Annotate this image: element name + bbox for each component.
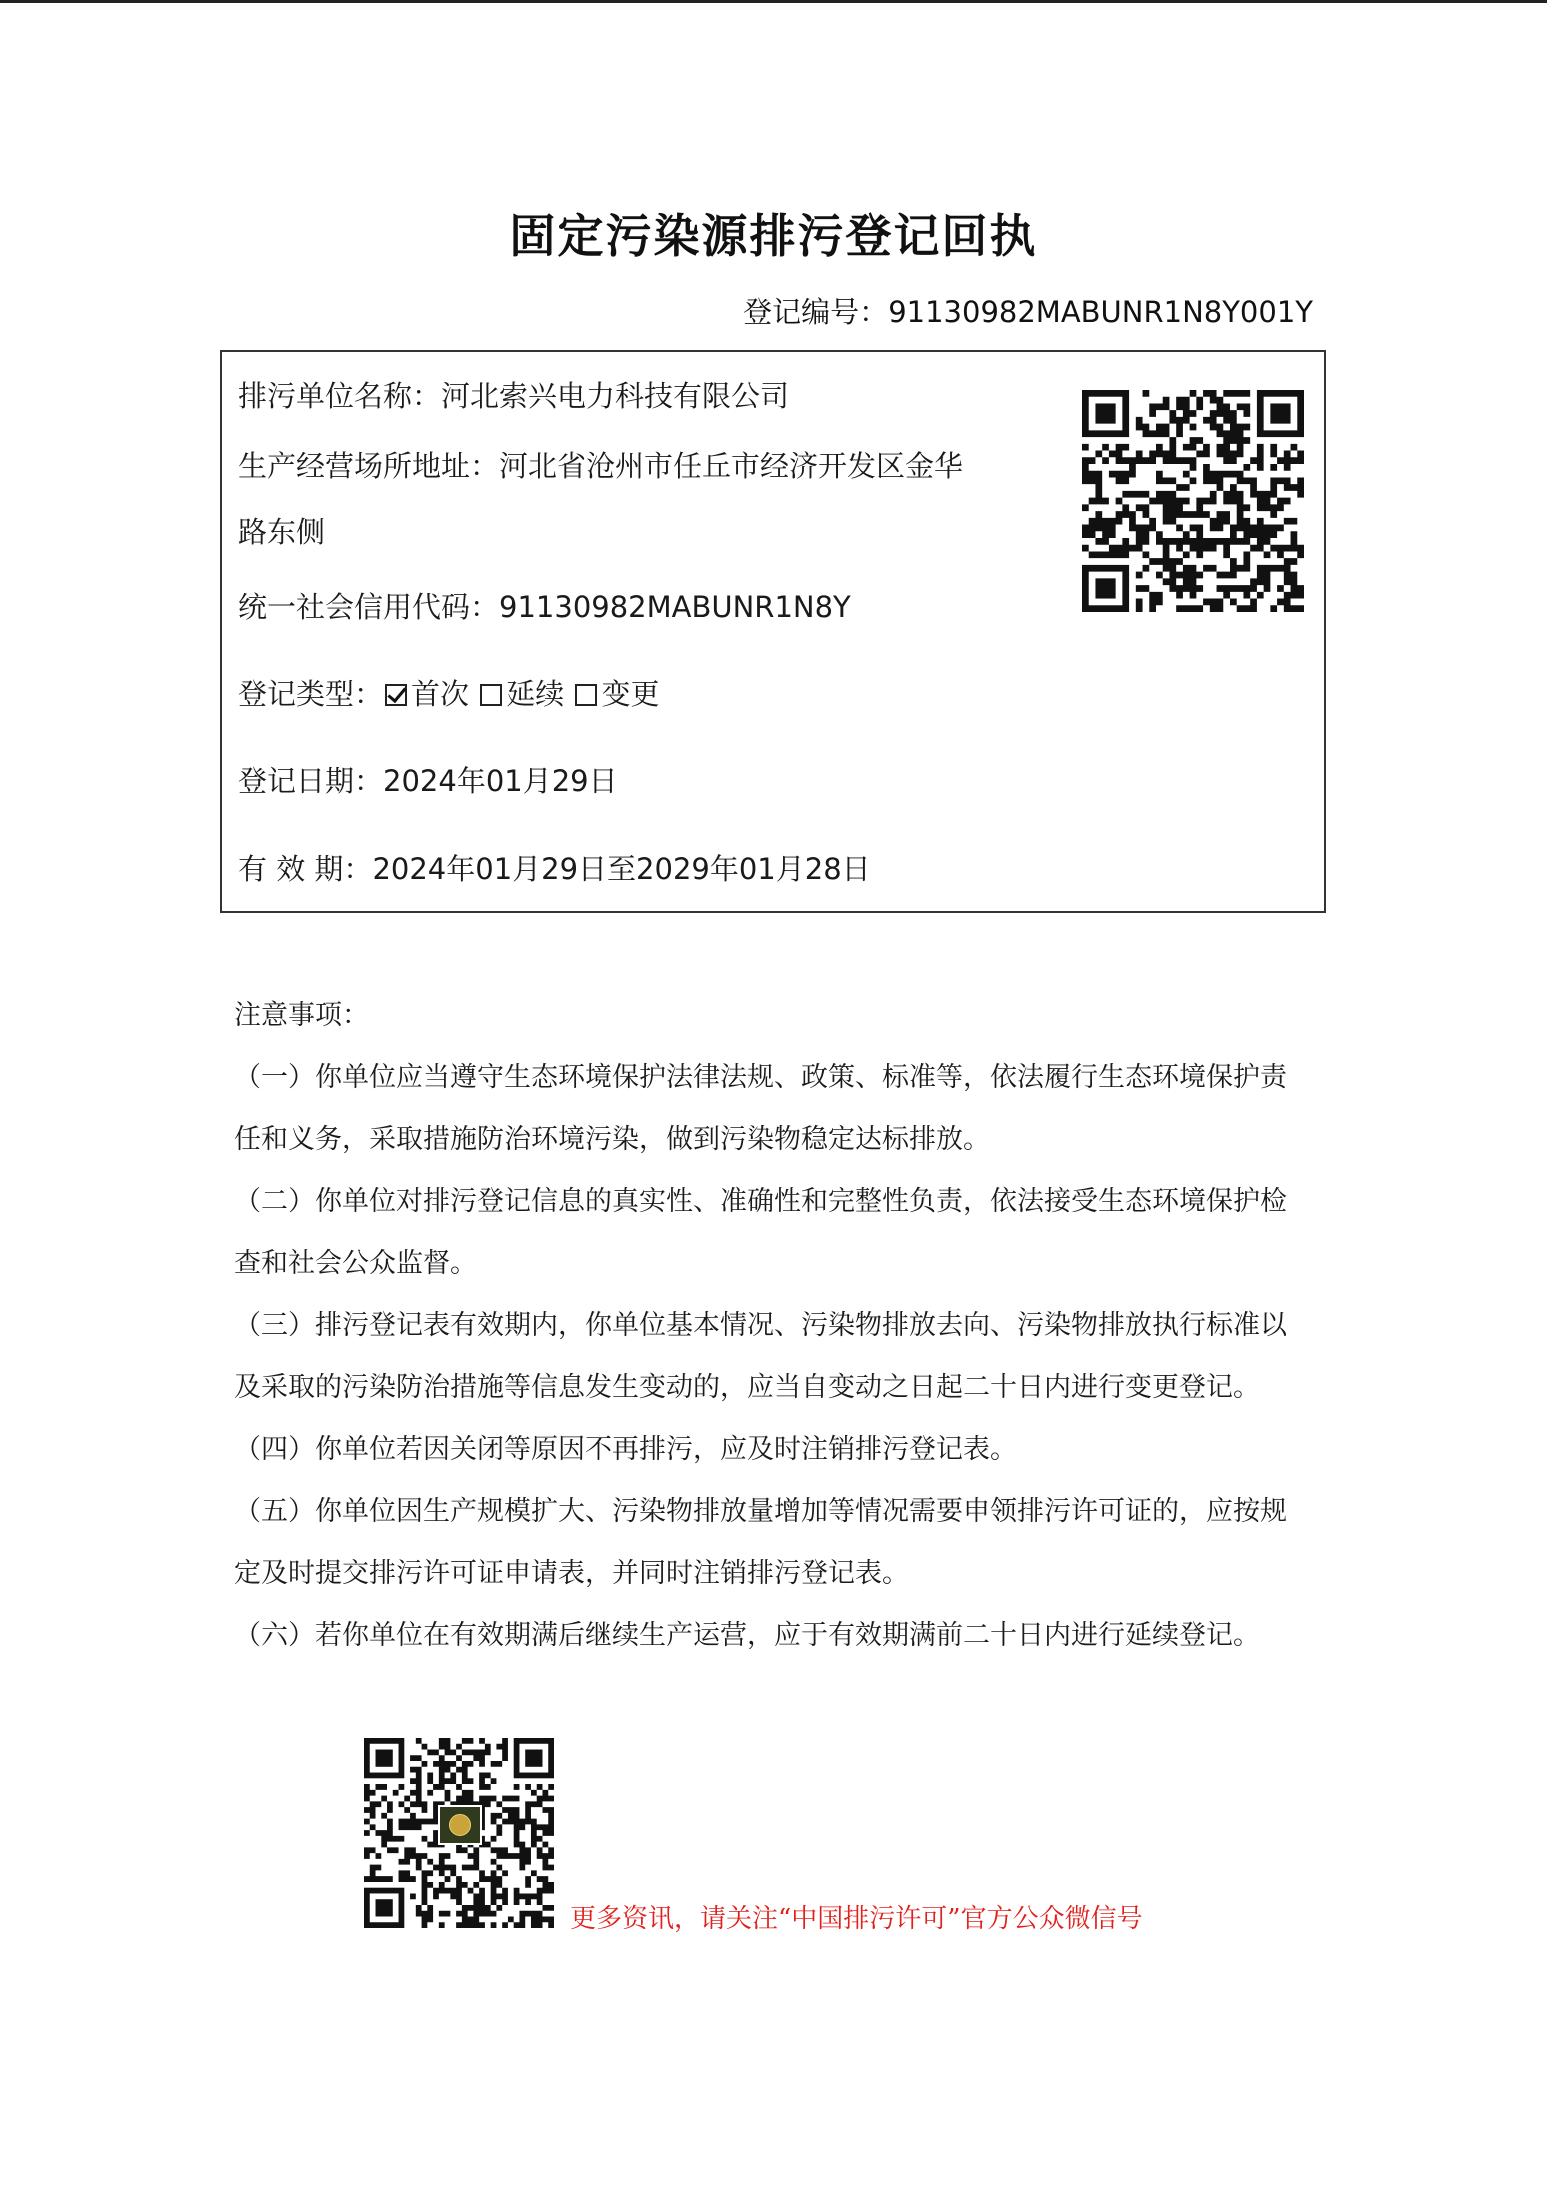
note-line: 及采取的污染防治措施等信息发生变动的，应当自变动之日起二十日内进行变更登记。 [234, 1372, 1260, 1403]
reg-date-label: 登记日期： [238, 764, 384, 798]
checkbox-renew-icon [480, 684, 502, 706]
reg-type-row [238, 672, 660, 716]
credit-code-label: 统一社会信用代码： [238, 590, 500, 624]
checkbox-first-checked-icon [385, 684, 407, 706]
validity-value: 2024年01月29日至2029年01月28日 [372, 852, 871, 886]
top-rule [0, 0, 1547, 3]
validity-row [238, 847, 871, 891]
page-title: 固定污染源排污登记回执 [509, 209, 1038, 263]
address-label: 生产经营场所地址： [238, 449, 500, 483]
validity-label: 有 效 期： [238, 852, 373, 886]
reg-date-value: 2024年01月29日 [383, 764, 618, 798]
note-line: （一）你单位应当遵守生态环境保护法律法规、政策、标准等，依法履行生态环境保护责 [234, 1062, 1287, 1093]
note-line: （四）你单位若因关闭等原因不再排污，应及时注销排污登记表。 [234, 1434, 1017, 1465]
note-line: 定及时提交排污许可证申请表，并同时注销排污登记表。 [234, 1558, 909, 1589]
unit-name-label: 排污单位名称： [238, 379, 442, 413]
note-line: （六）若你单位在有效期满后继续生产运营，应于有效期满前二十日内进行延续登记。 [234, 1620, 1260, 1651]
qr-code-icon [1082, 390, 1304, 612]
checkbox-change-icon [575, 684, 597, 706]
reg-type-label: 登记类型： [238, 677, 384, 711]
credit-code-row [238, 585, 851, 629]
reg-type-option-first: 首次 [411, 677, 470, 711]
address-value-line2: 路东侧 [238, 515, 326, 549]
registration-number-value: 91130982MABUNR1N8Y001Y [888, 295, 1313, 329]
address-row-continued [238, 510, 325, 554]
registration-number [743, 290, 1313, 331]
note-line: （三）排污登记表有效期内，你单位基本情况、污染物排放去向、污染物排放执行标准以 [234, 1310, 1287, 1341]
note-line: （五）你单位因生产规模扩大、污染物排放量增加等情况需要申领排污许可证的，应按规 [234, 1496, 1287, 1527]
unit-name-value: 河北索兴电力科技有限公司 [441, 379, 790, 413]
address-row [238, 444, 963, 488]
unit-name-row [238, 374, 789, 418]
info-box [220, 350, 1326, 913]
reg-type-option-change: 变更 [601, 677, 660, 711]
address-value-line1: 河北省沧州市任丘市经济开发区金华 [499, 449, 964, 483]
reg-date-row [238, 759, 618, 803]
note-line: 任和义务，采取措施防治环境污染，做到污染物稳定达标排放。 [234, 1124, 990, 1155]
note-line: 查和社会公众监督。 [234, 1248, 477, 1279]
notes-heading: 注意事项： [234, 1000, 369, 1031]
reg-type-option-renew: 延续 [506, 677, 565, 711]
seal-icon [449, 1814, 471, 1836]
credit-code-value: 91130982MABUNR1N8Y [499, 590, 851, 624]
note-line: （二）你单位对排污登记信息的真实性、准确性和完整性负责，依法接受生态环境保护检 [234, 1186, 1287, 1217]
footer-note: 更多资讯，请关注“中国排污许可”官方公众微信号 [570, 1904, 1143, 1934]
wechat-logo-icon [438, 1805, 482, 1845]
notes-section [234, 985, 1314, 1667]
registration-number-label: 登记编号： [743, 295, 889, 329]
